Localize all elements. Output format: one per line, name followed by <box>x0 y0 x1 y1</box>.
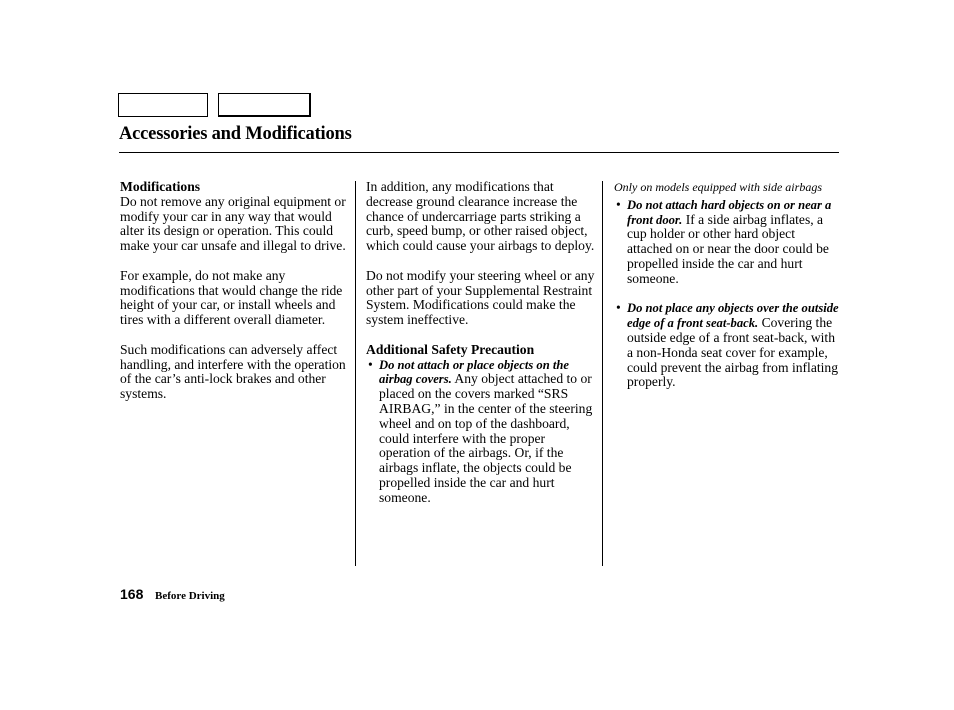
bullet-dot: • <box>616 300 621 316</box>
column-2 <box>366 180 598 520</box>
bullet-text: Any object attached to or placed on the covers marked “SRS AIRBAG,” in the center of the steering wheel and on top of the dashboard, could interfere with the proper operation of the airbags. Or, if the airbags inflate, the objects could be propelled inside the car and hurt someone. <box>379 371 593 505</box>
column-3 <box>614 180 842 405</box>
column-divider-1 <box>355 181 356 566</box>
bullet-dot: • <box>616 196 621 212</box>
model-note: Only on models equipped with side airbags <box>614 180 822 194</box>
bullet-lead: Do not place any objects over the outside edge of a front seat-back. <box>627 301 839 331</box>
bullet-item <box>614 198 842 287</box>
bullet-dot: • <box>368 356 373 372</box>
page-title: Accessories and Modifications <box>119 124 352 144</box>
bullet-lead: Do not attach or place objects on the airbag covers. <box>379 357 569 387</box>
paragraph: For example, do not make any modifications that would change the ride height of your car, or install wheels and tires with a different overall diameter. <box>120 267 343 328</box>
section-name: Before Driving <box>155 590 225 602</box>
bullet-item <box>366 358 598 506</box>
bullet-text: Covering the outside edge of a front seat-back, with a non-Honda seat cover for example, could prevent the airbag from inflating properly. <box>627 315 839 390</box>
column-1 <box>120 180 346 417</box>
nav-tab-box-1[interactable] <box>118 93 208 117</box>
nav-tab-box-2[interactable] <box>218 93 311 117</box>
paragraph: Do not remove any original equipment or modify your car in any way that would alter its design or operation. This could make your car unsafe and illegal to drive. <box>120 193 346 254</box>
title-rule <box>119 152 839 153</box>
bullet-text: If a side airbag inflates, a cup holder or other hard object attached on or near the door could be propelled inside the car and hurt someone. <box>627 211 829 286</box>
paragraph: Such modifications can adversely affect handling, and interfere with the operation of the car’s anti-lock brakes and other systems. <box>120 341 346 402</box>
safety-precaution-heading: Additional Safety Precaution <box>366 341 535 357</box>
paragraph: Do not modify your steering wheel or any other part of your Supplemental Restraint System. Modifications could make the system ineffective. <box>366 267 595 328</box>
bullet-item <box>614 301 842 390</box>
column-divider-2 <box>602 181 603 566</box>
page-number: 168 <box>120 586 144 602</box>
paragraph: In addition, any modifications that decrease ground clearance increase the chance of undercarriage parts striking a curb, speed bump, or other raised object, which could cause your airbags to deploy. <box>366 179 595 254</box>
modifications-heading: Modifications <box>120 179 201 194</box>
bullet-lead: Do not attach hard objects on or near a front door. <box>627 197 832 227</box>
